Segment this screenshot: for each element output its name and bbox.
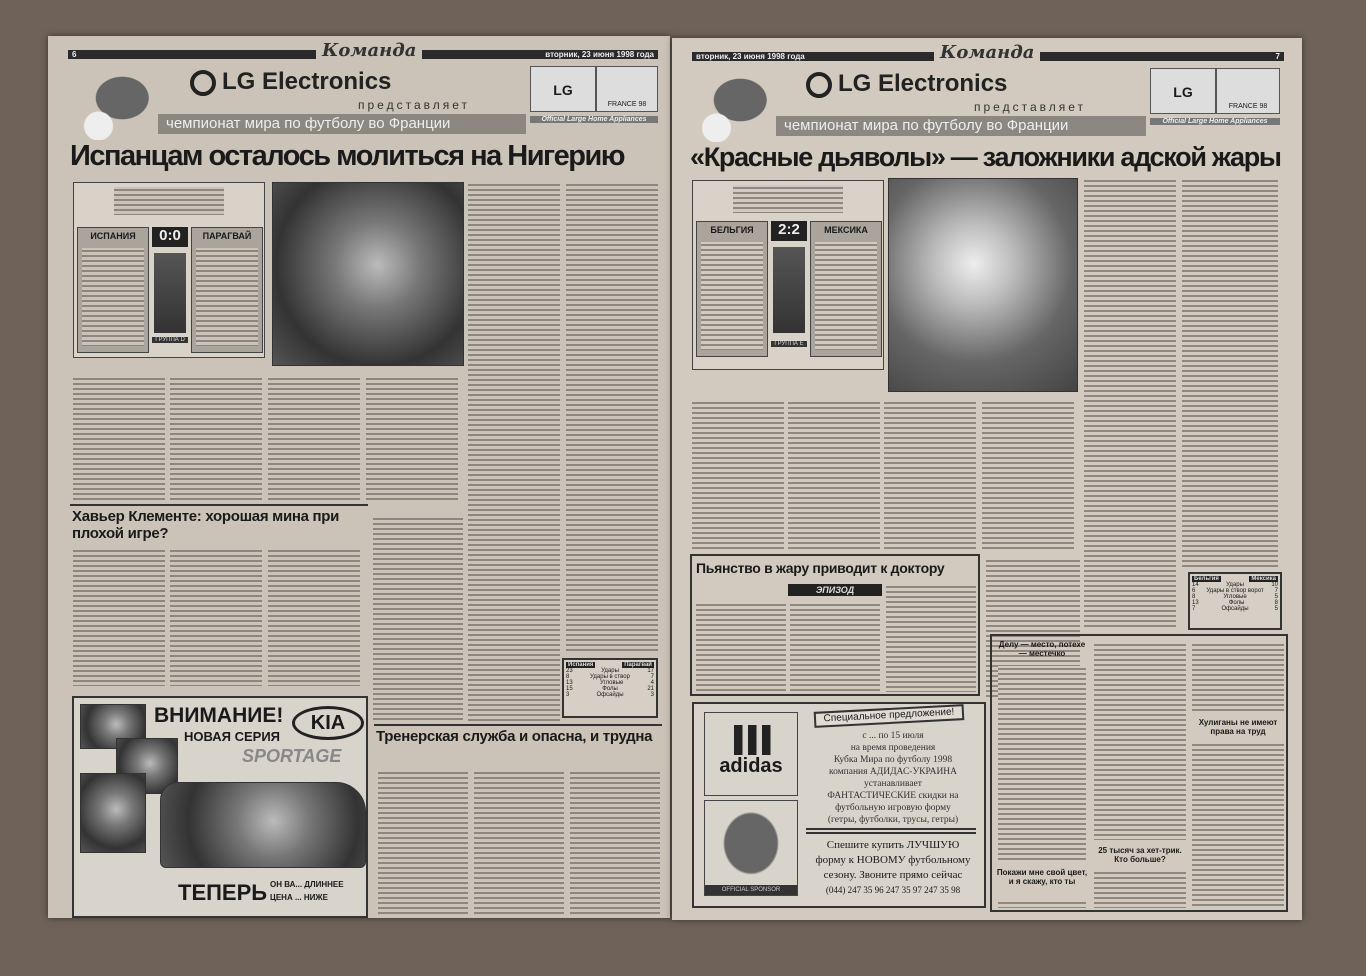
episode-label: ЭПИЗОД — [788, 584, 882, 596]
subheadline-drinking: Пьянство в жару приводит к доктору — [696, 560, 945, 576]
lg-logo-box: LG — [1150, 68, 1216, 114]
masthead-logo: Команда — [934, 42, 1040, 63]
main-headline: «Красные дьяволы» — заложники адской жары — [690, 142, 1281, 172]
lg-logo-box: LG — [530, 66, 596, 112]
left-page — [48, 36, 670, 918]
ad-series: НОВАЯ СЕРИЯ — [184, 729, 281, 744]
subheadline-coaching: Тренерская служба и опасна, и трудна — [376, 728, 653, 745]
tagline: чемпионат мира по футболу во Франции — [776, 116, 1146, 136]
kia-logo: KIA — [292, 706, 364, 740]
match-stats-table: Испания Парагвай 23 Удары 17 8 Удары в створ 7 13 Угловые 4 15 Фолы 21 3 Офсайды 3 — [562, 658, 658, 718]
lg-brand: LG Electronics — [190, 68, 391, 96]
sidebar-box-drinking — [690, 554, 980, 696]
adidas-ad — [692, 702, 986, 908]
group-label: ГРУППА E — [771, 341, 807, 347]
main-headline: Испанцам осталось молиться на Нигерию — [70, 140, 625, 172]
match-photo — [888, 178, 1078, 392]
match-scorecard — [73, 182, 265, 358]
subheadline-hattrick: 25 тысяч за хет-трик. Кто больше? — [1098, 846, 1182, 864]
masthead-logo: Команда — [316, 40, 422, 61]
page-number: 7 — [1275, 52, 1280, 61]
match-score: 0:0 — [152, 227, 188, 247]
official-text: Official Large Home Appliances — [1150, 118, 1280, 125]
kia-sportage-ad — [72, 696, 368, 918]
home-team-lineup: ИСПАНИЯ — [77, 227, 149, 353]
subheadline-clemente: Хавьер Клементе: хорошая мина при плохой игре? — [72, 508, 340, 543]
ad-slogan: ОН ВА... ДЛИННЕЕ ЦЕНА ... НИЖЕ — [270, 880, 344, 902]
tagline: чемпионат мира по футболу во Франции — [158, 114, 526, 134]
footix-mascot-image — [70, 70, 165, 140]
suv-photo — [160, 782, 366, 868]
ad-now: ТЕПЕРЬ — [178, 880, 268, 905]
lg-logo-icon — [806, 72, 832, 98]
match-score: 2:2 — [771, 221, 807, 241]
footix-mascot-image — [688, 72, 783, 142]
special-offer-stamp: Специальное предложение! — [814, 704, 965, 728]
ad-phones: (044) 247 35 96 247 35 97 247 35 98 — [825, 885, 961, 895]
france98-logo: FRANCE 98 — [596, 66, 658, 112]
match-photo — [272, 182, 464, 366]
away-team-lineup: МЕКСИКА — [810, 221, 882, 357]
lg-logo-icon — [190, 70, 216, 96]
home-team-lineup: БЕЛЬГИЯ — [696, 221, 768, 357]
presents-text: представляет — [974, 100, 1086, 114]
adidas-logo: adidas — [704, 712, 798, 796]
player-illustration — [773, 247, 805, 333]
ad-attention: ВНИМАНИЕ! — [154, 704, 284, 727]
group-label: ГРУППА D — [152, 337, 188, 343]
official-text: Official Large Home Appliances — [530, 116, 658, 123]
player-illustration — [154, 253, 186, 333]
match-scorecard — [692, 180, 884, 370]
sidebar-box-fans — [990, 634, 1288, 912]
sportage-logo: SPORTAGE — [242, 746, 342, 766]
footix-mascot-image: OFFICIAL SPONSOR — [704, 800, 798, 896]
away-team-lineup: ПАРАГВАЙ — [191, 227, 263, 353]
subheadline-work: Делу — место, потехе — местечко — [998, 640, 1086, 658]
page-number: 6 — [72, 50, 77, 59]
ad-body: с ... по 15 июля на время проведения Кубка Мира по футболу 1998 компания АДИДАС-УКРАИНА устанавливает ФАНТАСТИЧЕСКИЕ скидки на футбольную игровую форму (гетры, футболки, трусы, гетры) — [827, 731, 959, 825]
match-stats-table: Бельгия Мексика 14 Удары 10 6 Удары в створ ворот 7 8 Угловые 5 13 Фолы 8 7 Офсайды 5 — [1188, 572, 1282, 630]
right-page — [672, 38, 1302, 920]
subheadline-colour: Покажи мне свой цвет, и я скажу, кто ты — [996, 868, 1088, 886]
subheadline-hooligans: Хулиганы не имеют права на труд — [1198, 718, 1278, 736]
france98-logo: FRANCE 98 — [1216, 68, 1280, 114]
ad-call-to-action: Спешите купить ЛУЧШУЮ форму к НОВОМУ футбольному сезону. Звоните прямо сейчас (044) 247 35 96 247 35 97 247 35 98 — [802, 838, 984, 898]
issue-date: вторник, 23 июня 1998 года — [545, 50, 654, 59]
car-photo — [80, 773, 146, 853]
issue-date: вторник, 23 июня 1998 года — [696, 52, 805, 61]
presents-text: представляет — [358, 98, 470, 112]
lg-brand: LG Electronics — [806, 70, 1007, 98]
adidas-stripes-icon — [723, 725, 779, 755]
